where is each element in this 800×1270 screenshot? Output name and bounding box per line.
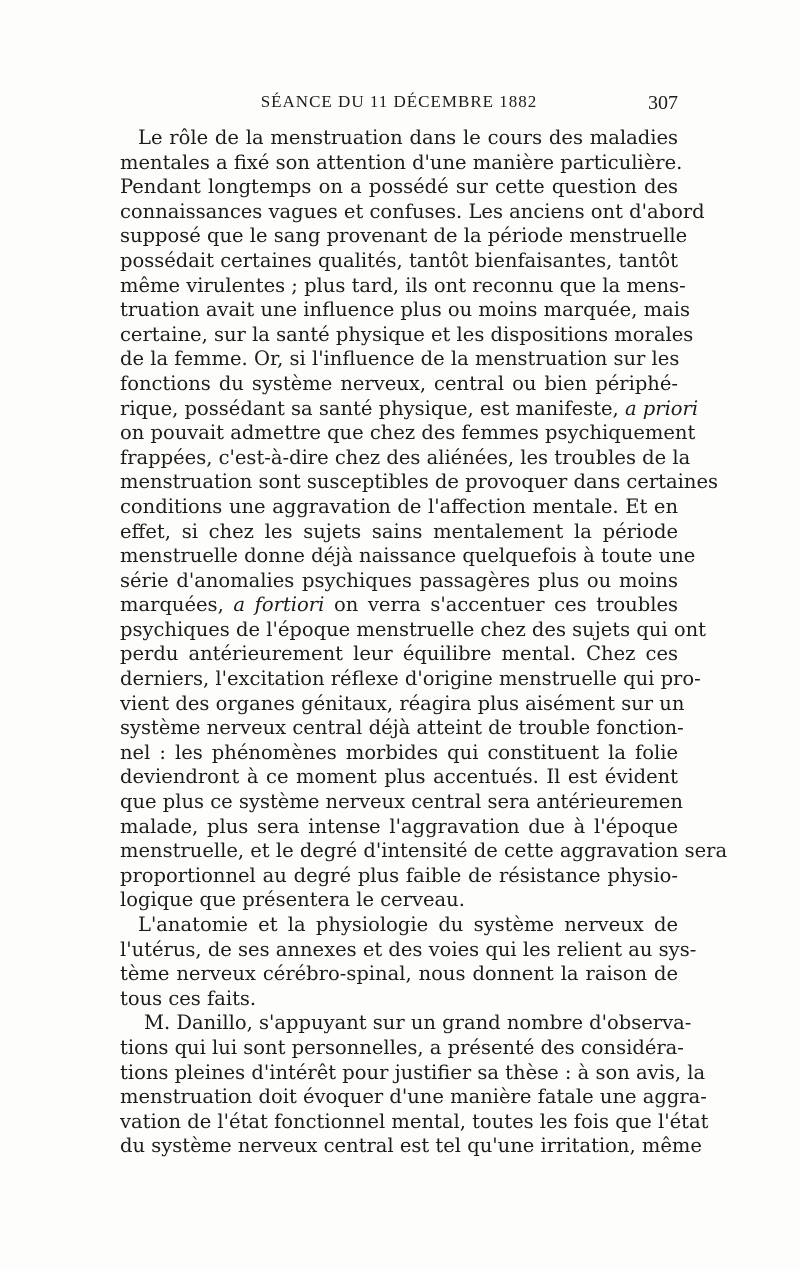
text-line: que plus ce système nerveux central sera antérieuremen xyxy=(120,790,683,814)
text-line: derniers, l'excitation réflexe d'origine menstruelle qui pro- xyxy=(120,667,701,691)
text-line: Pendant longtemps on a possédé sur cette question des xyxy=(120,175,678,199)
text-line: du système nerveux central est tel qu'une irritation, même xyxy=(120,1134,702,1158)
text-line: conditions une aggravation de l'affection mentale. Et en xyxy=(120,494,678,518)
running-header xyxy=(120,92,678,120)
running-title: SÉANCE DU 11 DÉCEMBRE 1882 xyxy=(260,92,538,111)
text-line: M. Danillo, s'appuyant sur un grand nombre d'observa- xyxy=(144,1011,692,1035)
text-line-with-italic xyxy=(120,593,678,618)
text-line: proportionnel au degré plus faible de résistance physio- xyxy=(120,863,678,887)
text-line: système nerveux central déjà atteint de trouble fonction- xyxy=(120,716,684,740)
text-line: menstruation doit évoquer d'une manière fatale une aggra- xyxy=(120,1085,707,1109)
text-line-with-italic xyxy=(120,396,699,422)
text-line: Le rôle de la menstruation dans le cours des maladies xyxy=(138,126,678,149)
text-line: menstruelle, et le degré d'intensité de cette aggravation sera xyxy=(120,839,728,863)
text-line: de la femme. Or, si l'influence de la menstruation sur les xyxy=(120,347,680,371)
page-number: 307 xyxy=(648,92,678,114)
text-line: tème nerveux cérébro-spinal, nous donnent la raison de xyxy=(120,962,678,986)
text-line: malade, plus sera intense l'aggravation due à l'époque xyxy=(120,814,678,838)
text-line: mentales a fixé son attention d'une manière particulière. xyxy=(120,150,683,174)
text-run: marquées, xyxy=(120,593,224,617)
text-run: on verra s'accentuer ces troubles xyxy=(333,593,679,617)
text-line: vation de l'état fonctionnel mental, toutes les fois que l'état xyxy=(120,1109,709,1133)
text-line: frappées, c'est-à-dire chez des aliénées, les troubles de la xyxy=(120,445,691,469)
text-line: on pouvait admettre que chez des femmes psychiquement xyxy=(120,421,696,445)
text-line: deviendront à ce moment plus accentués. Il est évident xyxy=(120,765,678,789)
text-line: logique que présentera le cerveau. xyxy=(120,888,465,912)
text-line: tions pleines d'intérêt pour justifier sa thèse : à son avis, la xyxy=(120,1060,706,1084)
text-line: nel : les phénomènes morbides qui constituent la folie xyxy=(120,740,678,764)
text-line: supposé que le sang provenant de la période menstruelle xyxy=(120,224,688,248)
body-text xyxy=(120,126,728,1159)
text-line: L'anatomie et la physiologie du système nerveux de xyxy=(138,913,678,936)
text-line: truation avait une influence plus ou moins marquée, mais xyxy=(120,298,690,322)
text-line: vient des organes génitaux, réagira plus aisément sur un xyxy=(120,691,685,715)
italic-run: a fortiori xyxy=(233,593,325,617)
text-line: tions qui lui sont personnelles, a présenté des considéra- xyxy=(120,1035,684,1059)
text-line: série d'anomalies psychiques passagères plus ou moins xyxy=(120,568,678,592)
text-line: menstruelle donne déjà naissance quelquefois à toute une xyxy=(120,544,696,568)
text-line: tous ces faits. xyxy=(120,986,257,1010)
text-line: perdu antérieurement leur équilibre mental. Chez ces xyxy=(120,642,678,666)
text-line: fonctions du système nerveux, central ou bien périphé- xyxy=(120,371,678,395)
text-line: possédait certaines qualités, tantôt bienfaisantes, tantôt xyxy=(120,248,678,272)
text-line: menstruation sont susceptibles de provoquer dans certaines xyxy=(120,470,718,494)
text-line: connaissances vagues et confuses. Les anciens ont d'abord xyxy=(120,199,705,223)
text-line: certaine, sur la santé physique et les dispositions morales xyxy=(120,322,694,346)
italic-run: a priori xyxy=(624,396,699,420)
text-run: rique, possédant sa santé physique, est manifeste, xyxy=(120,396,619,420)
text-line: effet, si chez les sujets sains mentalement la période xyxy=(120,519,678,543)
text-line: l'utérus, de ses annexes et des voies qui les relient au sys- xyxy=(120,937,697,961)
text-line: psychiques de l'époque menstruelle chez des sujets qui ont xyxy=(120,617,706,641)
text-line: même virulentes ; plus tard, ils ont reconnu que la mens- xyxy=(120,273,686,297)
